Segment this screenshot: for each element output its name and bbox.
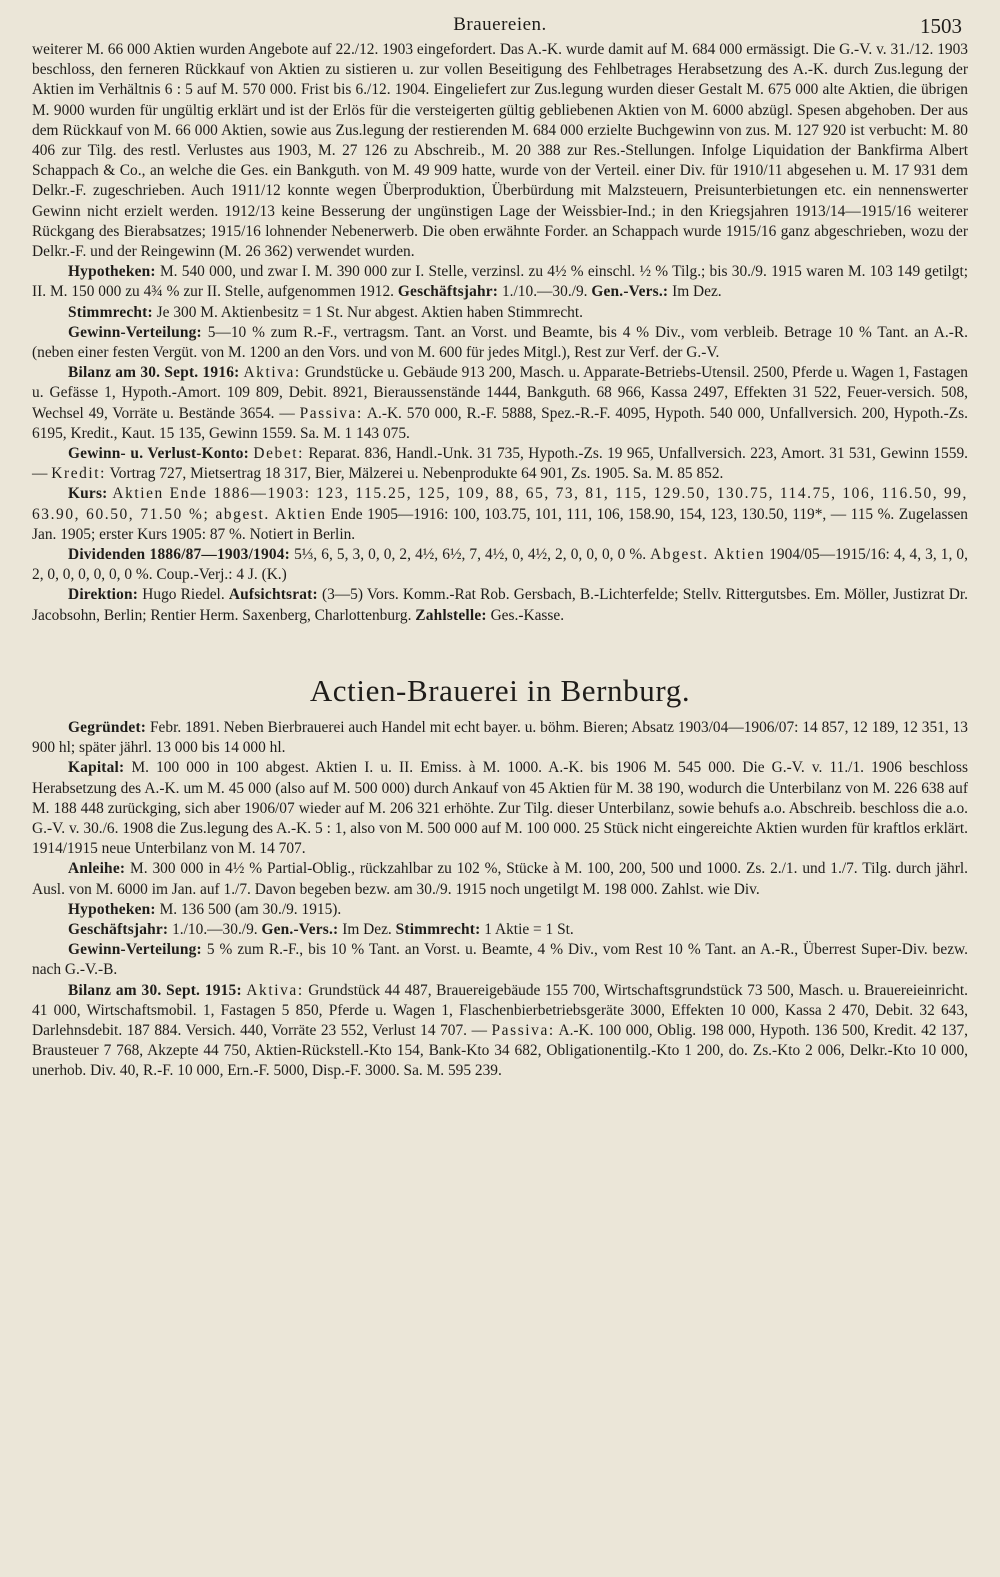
paragraph-kapital [32, 758, 968, 859]
paragraph-dividenden [32, 545, 968, 585]
text-gen-vers: Im Dez. [668, 283, 722, 301]
text-stimmrecht-2: 1 Aktie = 1 St. [480, 920, 574, 938]
text-passiva: A.-K. 570 000, R.-F. 5888, Spez.-R.-F. 4095, Hypoth. 540 000, Unfallversich. 200, Hypoth.-Zs. 6195, Kredit., Kaut. 15 135, Gewinn 1559. Sa. M. 1 143 075. [32, 404, 968, 442]
label-gegruendet: Gegründet: [68, 718, 147, 736]
label-passiva: Passiva: [299, 404, 363, 422]
section-schappach-brewery [32, 40, 968, 626]
text-gegruendet: Febr. 1891. Neben Bierbrauerei auch Handel mit echt bayer. u. böhm. Bieren; Absatz 1903/04—1906/07: 14 857, 12 189, 12 351, 13 900 hl; später jährl. 13 000 bis 14 000 hl. [32, 718, 968, 757]
text-aufsichtsrat: (3—5) Vors. Komm.-Rat Rob. Gersbach, B.-Lichterfelde; Stellv. Rittergutsbes. Em. Möller, Justizrat Dr. Jacobsohn, Berlin; Rentier Herm. Saxenberg, Charlottenburg. [32, 586, 968, 624]
label-zahlstelle: Zahlstelle: [415, 606, 487, 624]
text-kapital: M. 100 000 in 100 abgest. Aktien I. u. II. Emiss. à M. 1000. A.-K. bis 1906 M. 545 000. Die G.-V. v. 11./1. 1906 beschloss Herabsetzung des A.-K. um M. 45 000 (also auf M. 500 000) durch Ankauf von 45 Aktien für M. 38 190, wodurch die Unterbilanz von M. 226 638 auf M. 188 448 zurückging, sich aber 1906/07 wieder auf M. 206 321 erhöhte. Zur Tilg. dieser Unterbilanz, sowie behufs a.o. Abschreib. beschloss die a.o. G.-V. v. 30./6. 1908 die Zus.legung des A.-K. 5 : 1, also von M. 500 000 auf M. 100 000. 25 Stück nicht eingereichte Aktien wurden für kraftlos erklärt. 1914/1915 neue Unterbilanz von M. 14 707. [32, 759, 968, 858]
label-passiva-2: Passiva: [491, 1021, 555, 1039]
label-bilanz-2: Bilanz am 30. Sept. 1915: [68, 981, 242, 999]
paragraph-gewinn-verteilung [32, 323, 968, 363]
paragraph-direktion [32, 585, 968, 625]
page-number: 1503 [920, 14, 962, 38]
running-title: Brauereien. [453, 14, 547, 35]
running-head [32, 14, 968, 40]
text-passiva-2: A.-K. 100 000, Oblig. 198 000, Hypoth. 136 500, Kredit. 42 137, Brausteuer 7 768, Akzepte 44 750, Aktien-Rückstell.-Kto 154, Bank-Kto 34 682, Obligationentilg.-Kto 1 200, do. Zs.-Kto 2 006, Delkr.-Kto 10 000, unerhob. Div. 40, R.-F. 10 000, Ern.-F. 5000, Disp.-F. 3000. Sa. M. 595 239. [32, 1021, 968, 1080]
text-hypotheken-2: M. 136 500 (am 30./9. 1915). [155, 900, 342, 918]
text-gewinn-verteilung: 5—10 % zum R.-F., vertragsm. Tant. an Vorst. und Beamte, bis 4 % Div., vom verbleib. Betrage 10 % Tant. an A.-R. (neben einer festen Vergüt. von M. 1200 an den Vors. und von M. 600 für jedes Mitgl.), Rest zur Verf. der G.-V. [32, 323, 968, 362]
label-kredit: Kredit: [51, 465, 107, 483]
paragraph-gewinn-verteilung-2 [32, 940, 968, 980]
label-direktion: Direktion: [68, 586, 139, 604]
text-aktiva-2: Grundstück 44 487, Brauereigebäude 155 700, Wirtschaftsgrundstück 73 500, Masch. u. Brauereieinricht. 41 000, Wirtschaftsmobil. 1, Fastagen 5 850, Pferde u. Wagen 1, Flaschenbierbetriebsgeräte 3000, Effekten 10 000, Kassa 2 470, Debit. 32 643, Darlehnsdebit. 187 884. Versich. 440, Vorräte 23 552, Verlust 14 707. — [32, 981, 968, 1039]
text-gewinn-verteilung-2: 5 % zum R.-F., bis 10 % Tant. an Vorst. u. Beamte, 4 % Div., vom Rest 10 % Tant. an A.-R., Überrest Super-Div. bezw. nach G.-V.-B. [32, 941, 968, 979]
label-gewinn-verteilung: Gewinn-Verteilung: [68, 323, 202, 341]
text-stimmrecht: Je 300 M. Aktienbesitz = 1 St. Nur abgest. Aktien haben Stimmrecht. [152, 303, 583, 321]
text-aktiva: Grundstücke u. Gebäude 913 200, Masch. u. Apparate-Betriebs-Utensil. 2500, Pferde u. Wagen 1, Fastagen u. Gefässe 1, Hypoth.-Amort. 109 809, Debit. 8921, Bieraussenstände 1444, Bankguth. 68 966, Kassa 2497, Effekten 31 522, Feuer-versich. 508, Wechsel 49, Vorräte u. Bestände 3654. — [32, 364, 968, 422]
paragraph-anleihe [32, 859, 968, 899]
paragraph-geschaeftsjahr-2 [32, 920, 968, 940]
label-gen-vers-2: Gen.-Vers.: [261, 920, 339, 938]
label-gen-vers: Gen.-Vers.: [591, 283, 669, 301]
label-kurs: Kurs: [68, 485, 108, 503]
text-geschaeftsjahr: 1./10.—30./9. [498, 283, 592, 301]
label-aufsichtsrat: Aufsichtsrat: [228, 586, 318, 604]
label-aktiva: Aktiva: [243, 364, 301, 382]
text-geschaeftsjahr-2: 1./10.—30./9. [168, 920, 262, 938]
history-text: weiterer M. 66 000 Aktien wurden Angebote auf 22./12. 1903 eingefordert. Das A.-K. wurde damit auf M. 684 000 ermässigt. Die G.-V. v. 31./12. 1903 beschloss, den ferneren Rückkauf von Aktien zu sistieren u. zur vollen Beseitigung des Fehlbetrages Herabsetzung des A.-K. durch Zus.legung der Aktien im Verhältnis 6 : 5 auf M. 570 000. Frist bis 6./12. 1904. Eingeliefert zur Zus.legung wurden dieser Gestalt M. 675 000 alte Aktien, die übrigen M. 9000 wurden für ungültig erklärt und ist der Erlös für die versteigerten gültig gebliebenen Aktien von M. 6000 abzügl. Spesen abgehoben. Der aus dem Rückkauf von M. 66 000 Aktien, sowie aus Zus.legung der restierenden M. 684 000 erzielte Buchgewinn von zus. M. 127 920 ist verbucht: M. 80 406 zur Tilg. des restl. Verlustes aus 1903, M. 27 126 zu Abschreib., M. 20 388 zur Res.-Stellungen. Infolge Liquidation der Bankfirma Albert Schappach & Co., an welche die Ges. ein Bankguth. von M. 49 909 hatte, wurde von der Verteil. einer Div. für 1910/11 abgesehen u. M. 17 931 dem Delkr.-F. zugeschrieben. Auch 1911/12 konnte wegen Überproduktion, Überbürdung mit Malzsteuern, Preisunterbietungen etc. ein nennenswerter Gewinn nicht erzielt werden. 1912/13 keine Besserung der ungünstigen Lage der Weissbier-Ind.; in den Kriegsjahren 1913/14—1915/16 weiterer Rückgang des Bierabsatzes; 1915/16 lohnender Nebenerwerb. Die oben erwähnte Forder. an Schappach wurde 1915/16 ganz abgeschrieben, wozu der Delkr.-F. und der Reingewinn (M. 26 362) verwendet wurden. [32, 41, 968, 261]
text-gen-vers-2: Im Dez. [338, 920, 396, 938]
paragraph-bilanz-2 [32, 981, 968, 1082]
paragraph-hypotheken-2 [32, 900, 968, 920]
label-hypotheken: Hypotheken: [68, 263, 156, 281]
text-hypotheken: M. 540 000, und zwar I. M. 390 000 zur I. Stelle, verzinsl. zu 4½ % einschl. ½ % Tilg.; bis 30./9. 1915 waren M. 103 149 getilgt; II. M. 150 000 zu 4¾ % zur II. Stelle, aufgenommen 1912. [32, 263, 968, 301]
label-hypotheken-2: Hypotheken: [68, 900, 156, 918]
text-kurs-aktien: Aktien Ende 1886—1903: 123, 115.25, 125, 109, 88, 65, 73, 81, 115, 129.50, 130.75, 114.75, 106, 116.50, 99, 63.90, 60.50, 71.50 %; [32, 485, 968, 523]
label-anleihe: Anleihe: [68, 860, 126, 878]
paragraph-stimmrecht [32, 303, 968, 323]
paragraph-history [32, 40, 968, 262]
text-dividenden: 5⅓, 6, 5, 3, 0, 0, 2, 4½, 6½, 7, 4½, 0, 4½, 2, 0, 0, 0, 0 %. [289, 546, 651, 564]
paragraph-hypotheken [32, 262, 968, 302]
text-kredit: Vortrag 727, Mietsertrag 18 317, Bier, Mälzerei u. Nebenprodukte 64 901, Zs. 1905. Sa. M. 85 852. [106, 465, 724, 483]
label-abgest-aktien: abgest. Aktien [215, 505, 327, 523]
paragraph-gewinn-verlust [32, 444, 968, 484]
label-gewinn-verlust: Gewinn- u. Verlust-Konto: [68, 445, 249, 463]
paragraph-kurs [32, 484, 968, 545]
text-direktion: Hugo Riedel. [138, 586, 229, 604]
label-aktiva-2: Aktiva: [246, 981, 304, 999]
label-geschaeftsjahr: Geschäftsjahr: [397, 283, 499, 301]
label-debet: Debet: [253, 445, 305, 463]
label-geschaeftsjahr-2: Geschäftsjahr: [68, 920, 169, 938]
label-gewinn-verteilung-2: Gewinn-Verteilung: [68, 941, 202, 959]
paragraph-gegruendet [32, 718, 968, 758]
label-dividenden-abgest: Abgest. Aktien [650, 546, 766, 564]
label-stimmrecht: Stimmrecht: [68, 303, 153, 321]
label-kapital: Kapital: [68, 759, 125, 777]
text-dividenden-abgest: 1904/05—1915/16: 4, 4, 3, 1, 0, 2, 0, 0, 0, 0, 0, 0 %. Coup.-Verj.: 4 J. (K.) [32, 546, 968, 584]
text-debet: Reparat. 836, Handl.-Unk. 31 735, Hypoth.-Zs. 19 965, Unfallversich. 223, Amort. 31 531, Gewinn 1559. — [32, 445, 968, 483]
text-kurs-abgest: Ende 1905—1916: 100, 103.75, 101, 111, 106, 158.90, 154, 123, 130.50, 119*, — 115 %. Zugelassen Jan. 1905; erster Kurs 1905: 87 %. Notiert in Berlin. [32, 505, 969, 543]
label-bilanz: Bilanz am 30. Sept. 1916: [68, 364, 240, 382]
section-title: Actien-Brauerei in Bernburg. [309, 672, 691, 708]
label-dividenden: Dividenden 1886/87—1903/1904: [68, 546, 290, 564]
text-zahlstelle: Ges.-Kasse. [486, 606, 565, 624]
label-stimmrecht-2: Stimmrecht: [395, 920, 481, 938]
text-anleihe: M. 300 000 in 4½ % Partial-Oblig., rückzahlbar zu 102 %, Stücke à M. 100, 200, 500 und 1000. Zs. 2./1. und 1./7. Tilg. durch jährl. Ausl. von M. 6000 im Jan. auf 1./7. Davon begeben bezw. am 30./9. 1915 noch ungetilgt M. 198 000. Zahlst. wie Div. [32, 860, 968, 898]
paragraph-bilanz [32, 363, 968, 444]
section-bernburg-brewery [32, 718, 968, 1082]
